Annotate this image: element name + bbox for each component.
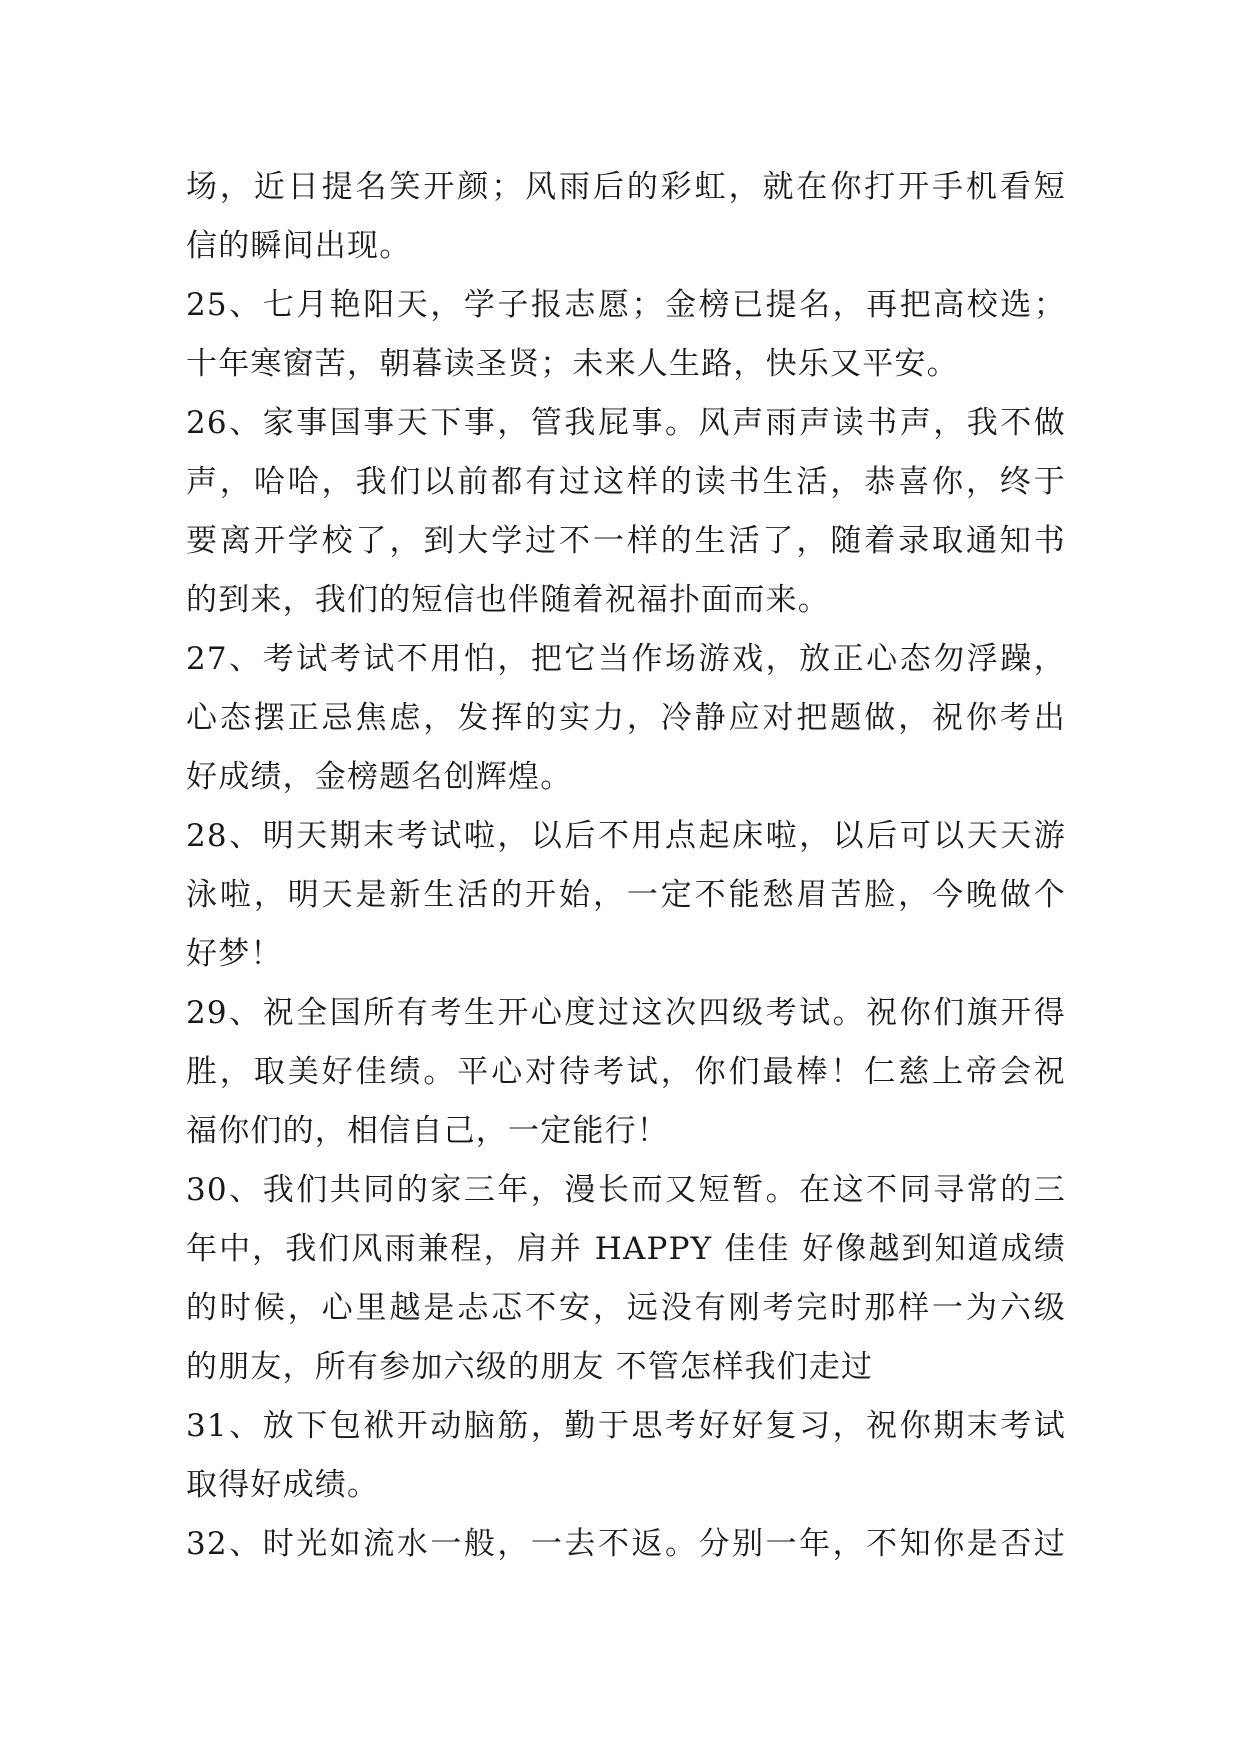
text-line: 好梦！ — [186, 936, 283, 972]
text-line: 声，哈哈，我们以前都有过这样的读书生活，恭喜你，终于 — [186, 464, 1066, 500]
text-line: 的时候，心里越是忐忑不安，远没有刚考完时那样一为六级 — [186, 1290, 1066, 1326]
text-line: 31、放下包袱开动脑筋，勤于思考好好复习，祝你期末考试 — [186, 1408, 1066, 1444]
text-line: 的到来，我们的短信也伴随着祝福扑面而来。 — [186, 582, 830, 618]
text-line: 32、时光如流水一般，一去不返。分别一年，不知你是否过 — [186, 1526, 1066, 1562]
text-line: 30、我们共同的家三年，漫长而又短暂。在这不同寻常的三 — [186, 1172, 1066, 1208]
text-line: 25、七月艳阳天，学子报志愿；金榜已提名，再把高校选； — [186, 287, 1066, 323]
text-line: 年中，我们风雨兼程，肩并 HAPPY 佳佳 好像越到知道成绩 — [186, 1231, 1066, 1267]
text-line: 要离开学校了，到大学过不一样的生活了，随着录取通知书 — [186, 523, 1066, 559]
document-body — [186, 158, 1066, 1574]
text-line: 信的瞬间出现。 — [186, 228, 412, 264]
text-line: 27、考试考试不用怕，把它当作场游戏，放正心态勿浮躁， — [186, 641, 1066, 677]
text-line: 泳啦，明天是新生活的开始，一定不能愁眉苦脸，今晚做个 — [186, 877, 1066, 913]
text-line: 福你们的，相信自己，一定能行！ — [186, 1113, 669, 1149]
text-line: 的朋友，所有参加六级的朋友 不管怎样我们走过 — [186, 1349, 874, 1385]
text-line: 取得好成绩。 — [186, 1467, 380, 1503]
text-line: 胜，取美好佳绩。平心对待考试，你们最棒！仁慈上帝会祝 — [186, 1054, 1066, 1090]
text-line: 29、祝全国所有考生开心度过这次四级考试。祝你们旗开得 — [186, 995, 1066, 1031]
text-line: 心态摆正忌焦虑，发挥的实力，冷静应对把题做，祝你考出 — [186, 700, 1066, 736]
text-line: 好成绩，金榜题名创辉煌。 — [186, 759, 573, 795]
text-line: 场，近日提名笑开颜；风雨后的彩虹，就在你打开手机看短 — [186, 169, 1066, 205]
text-line: 28、明天期末考试啦，以后不用点起床啦，以后可以天天游 — [186, 818, 1066, 854]
text-line: 26、家事国事天下事，管我屁事。风声雨声读书声，我不做 — [186, 405, 1066, 441]
text-line: 十年寒窗苦，朝暮读圣贤；未来人生路，快乐又平安。 — [186, 346, 959, 382]
